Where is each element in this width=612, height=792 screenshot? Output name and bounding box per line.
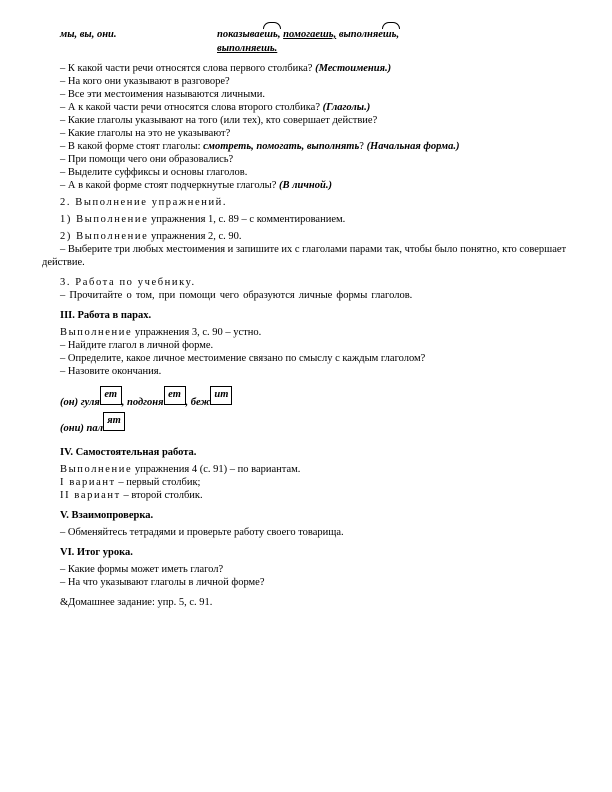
exercise-line: Выполнение упражнения 3, с. 90 – устно.	[60, 327, 262, 338]
exercise-line: Выполнение упражнения 4 (с. 91) – по вариантам.	[60, 464, 301, 475]
pronoun-list: мы, вы, они.	[60, 29, 117, 40]
list-item: – Определите, какое личное местоимение связано по смыслу с каждым глаголом?	[60, 353, 426, 364]
section-text: – Обменяйтесь тетрадями и проверьте работу своего товарища.	[60, 527, 344, 538]
question-line: – При помощи чего они образовались?	[60, 154, 234, 165]
section-heading: IV. Самостоятельная работа.	[60, 447, 197, 458]
list-item: – Назовите окончания.	[60, 366, 162, 377]
ending-box: ет	[164, 386, 186, 405]
section-heading: 3. Работа по учебнику.	[60, 277, 196, 288]
section-heading: III. Работа в парах.	[60, 310, 152, 321]
verb-doing-underlined: выполняешь.	[217, 43, 278, 54]
ending-example-line: (он) гуляет, подгоняет, бежит	[60, 394, 570, 420]
verb-list	[217, 28, 399, 41]
section-heading: V. Взаимопроверка.	[60, 510, 154, 521]
variant-line: I вариант – первый столбик;	[60, 477, 201, 488]
exercise-line: 1) Выполнение упражнения 1, с. 89 – с комментированием.	[60, 214, 346, 225]
section-heading: 2. Выполнение упражнений.	[60, 197, 228, 208]
ending-example-line: (они) палят	[60, 420, 570, 446]
exercise-line: 2) Выполнение упражнения 2, с. 90.	[60, 231, 242, 242]
section-text: – Прочитайте о том, при помощи чего образуются личные формы глаголов.	[60, 290, 413, 301]
document-page	[42, 22, 570, 609]
list-item: – Какие формы может иметь глагол?	[60, 564, 224, 575]
header-line	[60, 22, 570, 62]
list-item: – Найдите глагол в личной форме.	[60, 340, 214, 351]
exercise-task: – Выберите три любых местоимения и запишите их с глаголами парами так, чтобы было понятно, кто совершает действие.	[42, 244, 567, 268]
question-line: – К какой части речи относятся слова первого столбика? (Местоимения.)	[60, 63, 392, 74]
ending-box: ит	[210, 386, 232, 405]
list-item: – На что указывают глаголы в личной форме?	[60, 577, 265, 588]
verb-helping: помогаешь,	[283, 29, 337, 40]
variant-line: II вариант – второй столбик.	[60, 490, 203, 501]
question-line: – А в какой форме стоят подчеркнутые глаголы? (В личной.)	[60, 180, 332, 191]
question-line: – На кого они указывают в разговоре?	[60, 76, 230, 87]
question-line: – В какой форме стоят глаголы: смотреть, помогать, выполнять? (Начальная форма.)	[60, 141, 460, 152]
question-list	[60, 62, 570, 192]
section-heading: VI. Итог урока.	[60, 547, 133, 558]
verb-showing: показываешь,	[217, 29, 281, 40]
verb-doing: выполняешь,	[338, 29, 400, 40]
ending-box: ет	[100, 386, 122, 405]
question-line: – А к какой части речи относятся слова второго столбика? (Глаголы.)	[60, 102, 371, 113]
verb-examples: смотреть, помогать, выполнять	[203, 141, 360, 152]
question-line: – Все эти местоимения называются личными.	[60, 89, 266, 100]
question-line: – Какие глаголы на это не указывают?	[60, 128, 231, 139]
ending-box: ят	[103, 412, 125, 431]
homework-line: &Домашнее задание: упр. 5, с. 91.	[60, 597, 213, 608]
question-line: – Какие глаголы указывают на того (или тех), кто совершает действие?	[60, 115, 378, 126]
question-line: – Выделите суффиксы и основы глаголов.	[60, 167, 248, 178]
